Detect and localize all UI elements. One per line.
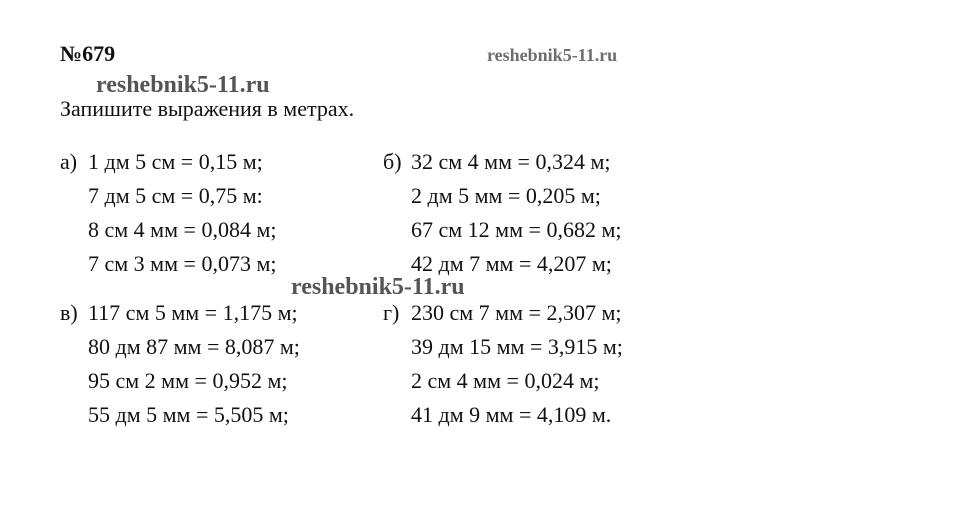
expression: 67 см 12 мм = 0,682 м;: [411, 217, 622, 242]
group-b-row: [383, 179, 621, 213]
group-b: [383, 145, 621, 281]
group-a: [60, 145, 276, 281]
expression: 42 дм 7 мм = 4,207 м;: [411, 251, 612, 276]
expression: 230 см 7 мм = 2,307 м;: [411, 300, 622, 325]
expression: 80 дм 87 мм = 8,087 м;: [88, 334, 300, 359]
group-g-marker: г): [383, 300, 400, 325]
group-g-row: [383, 296, 623, 330]
group-a-row: [60, 145, 276, 179]
expression: 41 дм 9 мм = 4,109 м.: [411, 402, 612, 427]
task-statement: Запишите выражения в метрах.: [60, 96, 355, 121]
expression: 55 дм 5 мм = 5,505 м;: [88, 402, 289, 427]
expression: 39 дм 15 мм = 3,915 м;: [411, 334, 623, 359]
group-v: [60, 296, 300, 432]
group-g-row: [383, 398, 623, 432]
expression: 32 см 4 мм = 0,324 м;: [411, 149, 611, 174]
group-a-marker: а): [60, 149, 78, 174]
group-a-row: [60, 247, 276, 281]
expression: 7 дм 5 см = 0,75 м:: [88, 183, 263, 208]
watermark-upper: reshebnik5-11.ru: [96, 72, 270, 98]
group-g: [383, 296, 623, 432]
group-v-row: [60, 330, 300, 364]
expression: 95 см 2 мм = 0,952 м;: [88, 368, 288, 393]
group-b-row: [383, 213, 621, 247]
expression: 1 дм 5 см = 0,15 м;: [88, 149, 263, 174]
problem-number: №679: [60, 41, 116, 66]
expression: 7 см 3 мм = 0,073 м;: [88, 251, 277, 276]
group-v-row: [60, 398, 300, 432]
group-a-row: [60, 213, 276, 247]
group-g-row: [383, 330, 623, 364]
expression: 2 см 4 мм = 0,024 м;: [411, 368, 600, 393]
group-g-row: [383, 364, 623, 398]
group-v-marker: в): [60, 300, 78, 325]
group-v-row: [60, 296, 300, 330]
watermark-top: reshebnik5-11.ru: [487, 45, 618, 65]
group-b-marker: б): [383, 149, 402, 174]
group-b-row: [383, 145, 621, 179]
expression: 8 см 4 мм = 0,084 м;: [88, 217, 277, 242]
watermark-middle: reshebnik5-11.ru: [291, 274, 465, 300]
group-a-row: [60, 179, 276, 213]
expression: 117 см 5 мм = 1,175 м;: [88, 300, 298, 325]
group-v-row: [60, 364, 300, 398]
expression: 2 дм 5 мм = 0,205 м;: [411, 183, 601, 208]
